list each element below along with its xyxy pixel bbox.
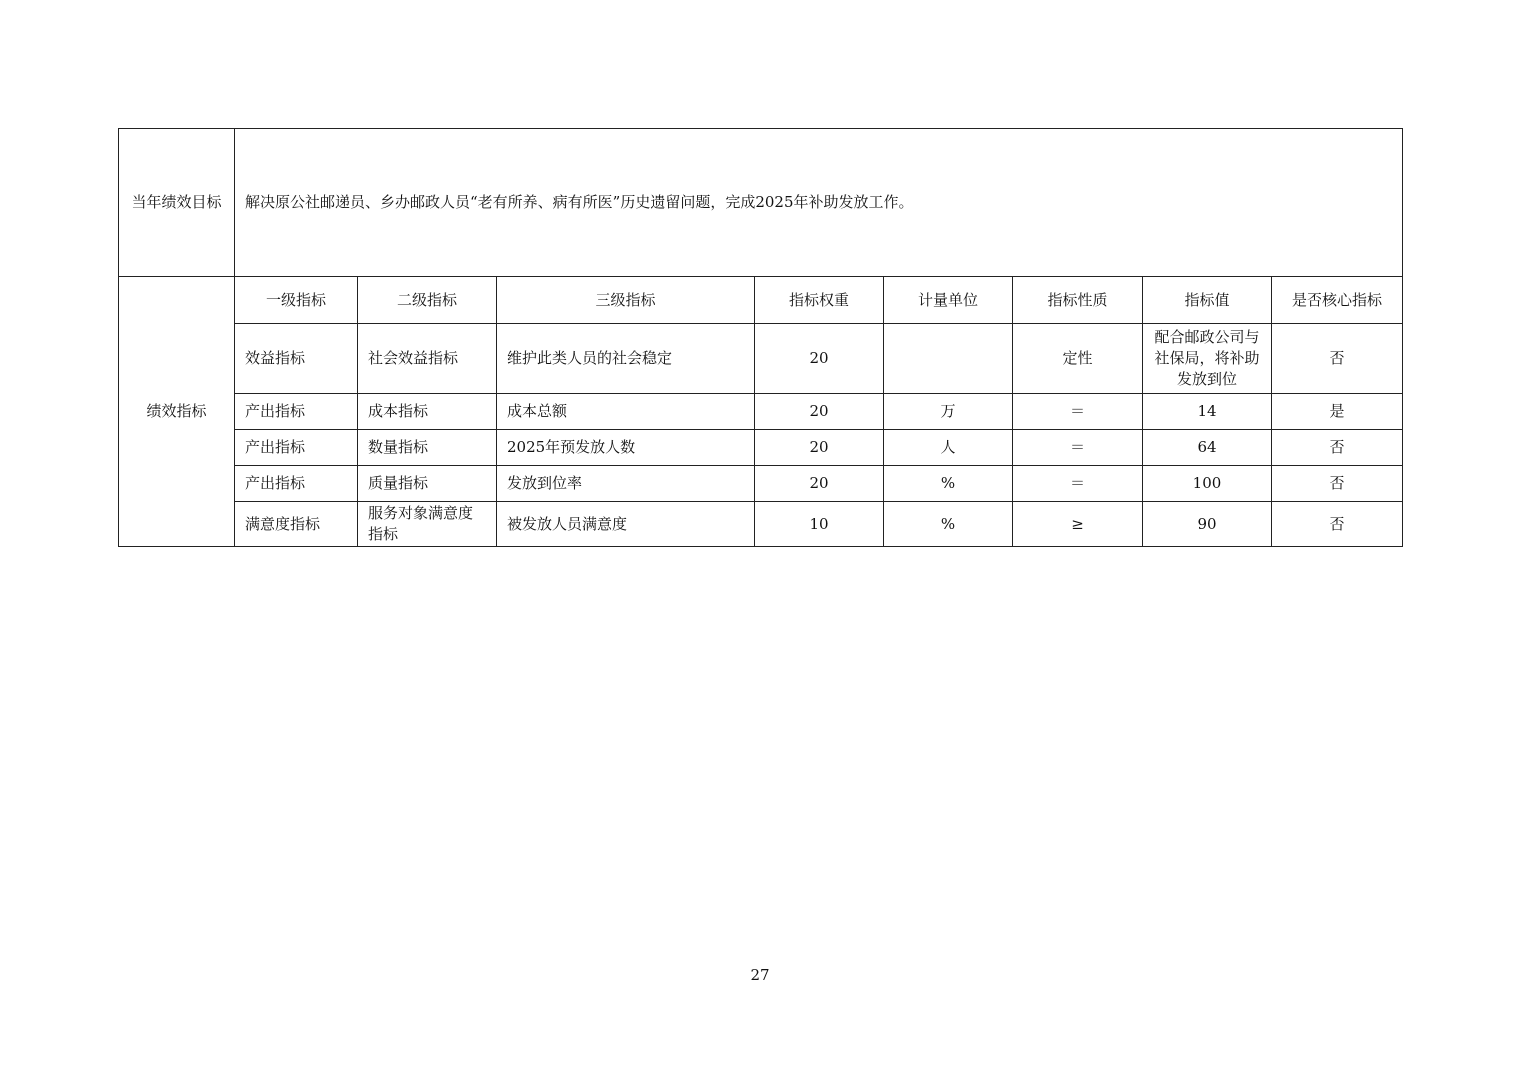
core-cell: 否 bbox=[1272, 324, 1403, 394]
table-row bbox=[119, 430, 1403, 466]
page-number: 27 bbox=[750, 966, 770, 984]
header-level3: 三级指标 bbox=[497, 277, 755, 324]
header-core: 是否核心指标 bbox=[1272, 277, 1403, 324]
unit-cell bbox=[884, 324, 1013, 394]
level3-cell: 2025年预发放人数 bbox=[497, 430, 755, 466]
goal-row bbox=[119, 129, 1403, 277]
table-row bbox=[119, 324, 1403, 394]
core-cell: 否 bbox=[1272, 466, 1403, 502]
header-row bbox=[119, 277, 1403, 324]
nature-cell: 定性 bbox=[1013, 324, 1143, 394]
level3-cell: 维护此类人员的社会稳定 bbox=[497, 324, 755, 394]
nature-cell: ＝ bbox=[1013, 394, 1143, 430]
core-cell: 否 bbox=[1272, 502, 1403, 547]
table-row bbox=[119, 502, 1403, 547]
weight-cell: 10 bbox=[755, 502, 884, 547]
weight-cell: 20 bbox=[755, 430, 884, 466]
level3-cell: 被发放人员满意度 bbox=[497, 502, 755, 547]
value-cell: 90 bbox=[1143, 502, 1272, 547]
value-cell: 100 bbox=[1143, 466, 1272, 502]
unit-cell: 人 bbox=[884, 430, 1013, 466]
level2-cell: 服务对象满意度指标 bbox=[358, 502, 497, 547]
level2-cell: 成本指标 bbox=[358, 394, 497, 430]
header-unit: 计量单位 bbox=[884, 277, 1013, 324]
level1-cell: 产出指标 bbox=[235, 466, 358, 502]
table-row bbox=[119, 466, 1403, 502]
header-nature: 指标性质 bbox=[1013, 277, 1143, 324]
weight-cell: 20 bbox=[755, 324, 884, 394]
goal-label: 当年绩效目标 bbox=[119, 129, 235, 277]
unit-cell: 万 bbox=[884, 394, 1013, 430]
level2-cell: 数量指标 bbox=[358, 430, 497, 466]
level3-cell: 发放到位率 bbox=[497, 466, 755, 502]
header-level1: 一级指标 bbox=[235, 277, 358, 324]
unit-cell: % bbox=[884, 502, 1013, 547]
performance-table bbox=[118, 128, 1403, 547]
unit-cell: % bbox=[884, 466, 1013, 502]
goal-text: 解决原公社邮递员、乡办邮政人员“老有所养、病有所医”历史遗留问题，完成2025年补助发放工作。 bbox=[235, 129, 1403, 277]
indicators-label: 绩效指标 bbox=[119, 277, 235, 547]
table-row bbox=[119, 394, 1403, 430]
level3-cell: 成本总额 bbox=[497, 394, 755, 430]
nature-cell: ≥ bbox=[1013, 502, 1143, 547]
value-cell: 64 bbox=[1143, 430, 1272, 466]
header-weight: 指标权重 bbox=[755, 277, 884, 324]
core-cell: 是 bbox=[1272, 394, 1403, 430]
header-level2: 二级指标 bbox=[358, 277, 497, 324]
core-cell: 否 bbox=[1272, 430, 1403, 466]
level1-cell: 效益指标 bbox=[235, 324, 358, 394]
level1-cell: 产出指标 bbox=[235, 430, 358, 466]
level1-cell: 满意度指标 bbox=[235, 502, 358, 547]
header-value: 指标值 bbox=[1143, 277, 1272, 324]
level2-cell: 社会效益指标 bbox=[358, 324, 497, 394]
level1-cell: 产出指标 bbox=[235, 394, 358, 430]
nature-cell: ＝ bbox=[1013, 466, 1143, 502]
weight-cell: 20 bbox=[755, 394, 884, 430]
value-cell: 14 bbox=[1143, 394, 1272, 430]
level2-cell: 质量指标 bbox=[358, 466, 497, 502]
value-cell: 配合邮政公司与社保局，将补助发放到位 bbox=[1143, 324, 1272, 394]
nature-cell: ＝ bbox=[1013, 430, 1143, 466]
weight-cell: 20 bbox=[755, 466, 884, 502]
